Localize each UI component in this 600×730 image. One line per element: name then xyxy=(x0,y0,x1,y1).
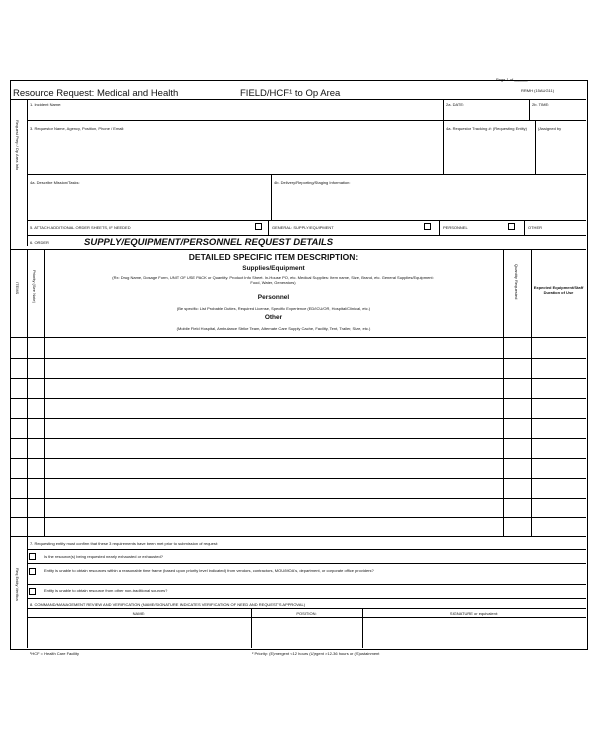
expected-duration-header: Expected Equipment/Staff Duration of Use xyxy=(533,285,584,295)
check-exhausted-text: Is the resource(s) being requested nearly exhausted or exhausted? xyxy=(44,554,163,559)
items-column-header: ITEMS xyxy=(15,282,20,295)
mission-label: 4a. Describe Mission/Tasks: xyxy=(30,180,80,185)
check-timeframe[interactable] xyxy=(29,568,36,575)
check-timeframe-text: Entity is unable to obtain resources within a reasonable time frame (based upon priority level indicated) from vendors, contractors, MOU/MOA's, department, or corporate office providers? xyxy=(44,568,374,573)
side-label-request: Request Prep / Op Area Info xyxy=(15,120,20,171)
description-title: DETAILED SPECIFIC ITEM DESCRIPTION: xyxy=(188,252,359,262)
other-label: OTHER xyxy=(528,225,542,230)
section-title: SUPPLY/EQUIPMENT/PERSONNEL REQUEST DETAILS xyxy=(84,237,334,248)
side-label-verification: Req Entity Verifica xyxy=(15,568,20,601)
page-number: Page 1 of ______ xyxy=(496,77,528,82)
personnel-example: (Be specific: List Probable Duties, Required License, Specific Experience (ED/ICU/OR, Hospital/Clinical, etc.) xyxy=(176,306,371,311)
date-label: 2a. DATE: xyxy=(446,102,465,107)
confirm-instruction: 7. Requesting entity must confirm that these 3 requirements have been met prior to submission of request: xyxy=(30,541,219,546)
order-label: 6. ORDER xyxy=(30,240,49,245)
command-review-label: 8. COMMAND/MANAGEMENT REVIEW AND VERIFICATION (NAME/SIGNATURE INDICATES VERIFICATION OF NEED AND REQUEST'S APPROVAL) xyxy=(30,602,306,607)
check-nontraditional-text: Entity is unable to obtain resource from other non-traditional sources? xyxy=(44,588,168,593)
incident-name-label: 1. Incident Name: xyxy=(30,102,62,107)
general-label: GENERAL: SUPPLY/EQUIPMENT xyxy=(272,225,334,230)
requestor-label: 3. Requestor Name, Agency, Position, Phone / Email: xyxy=(30,126,125,131)
form-frame xyxy=(10,80,588,650)
name-label: NAME: xyxy=(132,611,146,616)
delivery-label: 4b. Delivery/Reporting/Staging Information: xyxy=(274,180,351,185)
check-nontraditional[interactable] xyxy=(29,588,36,595)
attach-label: 5. ATTACH ADDITIONAL ORDER SHEETS, IF NEEDED xyxy=(30,225,131,230)
footnote-hcf: ¹HCF = Health Care Facility xyxy=(30,651,80,656)
personnel-checkbox[interactable] xyxy=(424,223,431,230)
time-label: 2b. TIME: xyxy=(532,102,550,107)
form-subtitle: FIELD/HCF¹ to Op Area xyxy=(240,88,341,99)
general-checkbox[interactable] xyxy=(255,223,262,230)
form-code: RRMH (15AUG11) xyxy=(521,88,555,93)
footnote-priority: ² Priority: (E)mergent <12 hours (U)rgent >12-36 hours or (S)ustainment xyxy=(252,651,380,656)
supplies-example: (Rx: Drug Name, Dosage Form, UNIT OF USE PACK or Quantity. Product Info Sheet. In-House PO, etc. Medical Supplies: Item name, Size, Brand, etc. General Supplies/Equipment: Food, Water, Generators) xyxy=(112,275,434,285)
quantity-column-header: Quantity Requested xyxy=(514,264,519,300)
priority-column-header: Priority (See Note) xyxy=(32,270,37,303)
other-checkbox[interactable] xyxy=(508,223,515,230)
position-label: POSITION: xyxy=(296,611,317,616)
other-heading: Other xyxy=(264,314,283,321)
supplies-heading: Supplies/Equipment xyxy=(242,265,305,272)
signature-label: SIGNATURE or equivalent: xyxy=(449,611,499,616)
form-title: Resource Request: Medical and Health xyxy=(13,88,179,99)
personnel-label: PERSONNEL xyxy=(443,225,468,230)
personnel-heading: Personnel xyxy=(257,294,290,301)
check-exhausted[interactable] xyxy=(29,553,36,560)
tracking-label: 4a. Requestor Tracking #: (Requesting Entity) xyxy=(446,126,527,131)
assigned-label: (Assigned by xyxy=(538,126,562,131)
other-example: (Mobile Field Hospital, Ambulance Strike Team, Alternate Care Supply Cache, Facility, Tent, Trailer, Size, etc.) xyxy=(176,326,371,331)
